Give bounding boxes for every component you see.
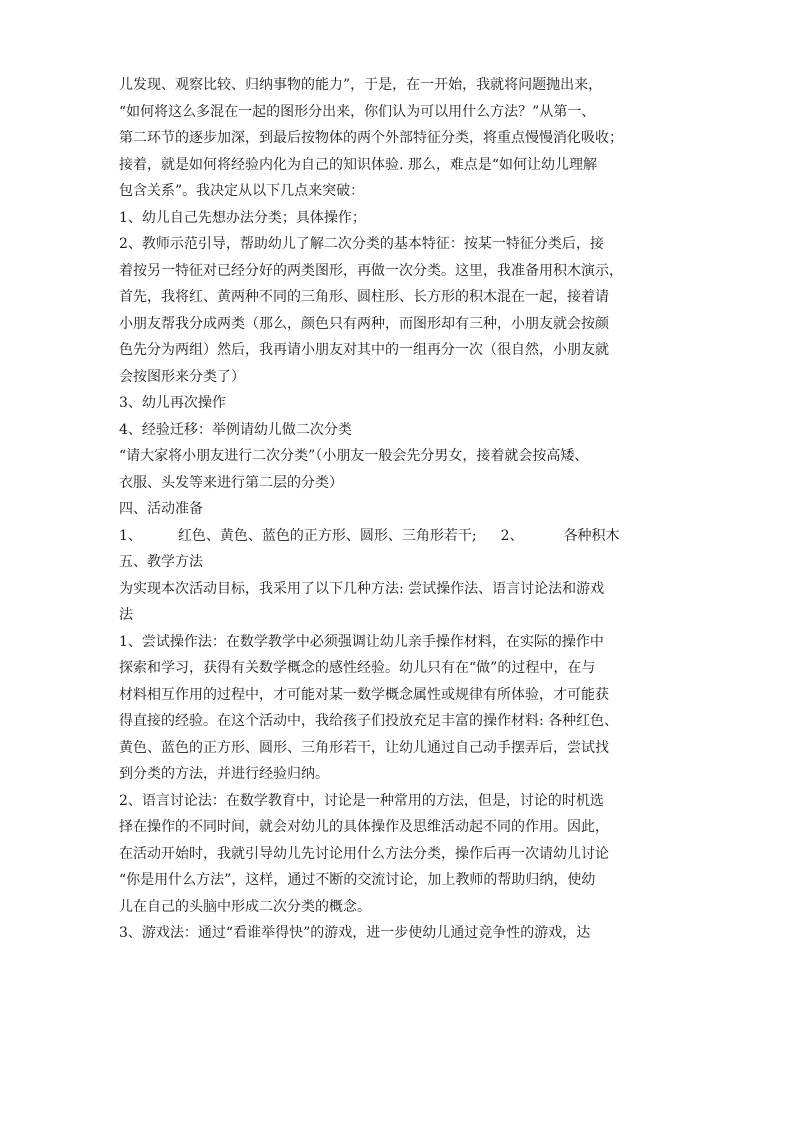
prep-item-2-number: 2、 — [500, 527, 524, 544]
text-line: 在活动开始时，我就引导幼儿先讨论用什么方法分类，操作后再一次请幼儿讨论 — [119, 845, 609, 862]
text-line: 材料相互作用的过程中，才可能对某一数学概念属性或规律有所体验，才可能获 — [119, 686, 609, 703]
section-heading: 四、活动准备 — [119, 501, 203, 517]
text-line: “请大家将小朋友进行二次分类”（小朋友一般会先分男女，接着就会按高矮、 — [119, 448, 589, 464]
text-line: 择在操作的不同时间，就会对幼儿的具体操作及思维活动起不同的作用。因此， — [119, 819, 609, 835]
text-line: 会按图形来分类了） — [119, 368, 245, 385]
section-heading: 五、教学方法 — [119, 554, 203, 570]
document-body — [119, 72, 679, 947]
list-item: 4、经验迁移：举例请幼儿做二次分类 — [119, 421, 352, 438]
text-line: 包含关系”。我决定从以下几点来突破： — [119, 183, 365, 199]
text-line: 探索和学习，获得有关数学概念的感性经验。幼儿只有在“做”的过程中，在与 — [119, 660, 596, 676]
list-item: 1、幼儿自己先想办法分类；具体操作； — [119, 209, 366, 226]
text-line: “你是用什么方法”，这样，通过不断的交流讨论，加上教师的帮助归纳，使幼 — [119, 872, 596, 888]
text-line: 儿在自己的头脑中形成二次分类的概念。 — [119, 898, 371, 915]
text-line: 着按另一特征对已经分好的两类图形，再做一次分类。这里，我准备用积木演示， — [119, 262, 623, 279]
text-line: 色先分为两组）然后，我再请小朋友对其中的一组再分一次（很自然，小朋友就 — [119, 342, 609, 358]
text-line: 得直接的经验。在这个活动中，我给孩子们投放充足丰富的操作材料: 各种红色、 — [119, 713, 619, 729]
prep-item-1-number: 1、 — [119, 527, 142, 544]
text-line: 为实现本次活动目标，我采用了以下几种方法: 尝试操作法、语言讨论法和游戏 — [119, 580, 605, 597]
text-line: 第二环节的逐步加深，到最后按物体的两个外部特征分类，将重点慢慢消化吸收； — [119, 130, 623, 146]
list-item: 3、游戏法：通过“看谁举得快”的游戏，进一步使幼儿通过竞争性的游戏，达 — [119, 925, 591, 941]
text-line: 黄色、蓝色的正方形、圆形、三角形若干，让幼儿通过自己动手摆弄后，尝试找 — [119, 739, 609, 756]
list-item: 1、尝试操作法：在数学教学中必须强调让幼儿亲手操作材料，在实际的操作中 — [119, 633, 604, 650]
text-line: 到分类的方法，并进行经验归纳。 — [119, 766, 329, 782]
text-line: 小朋友帮我分成两类（那么，颜色只有两种，而图形却有三种，小朋友就会按颜 — [119, 315, 609, 332]
text-line: 儿发现、观察比较、归纳事物的能力”，于是，在一开始，我就将问题抛出来， — [119, 77, 603, 93]
text-line: 接着，就是如何将经验内化为自己的知识体验. 那么，难点是“如何让幼儿理解 — [119, 156, 598, 173]
list-item: 3、幼儿再次操作 — [119, 395, 226, 411]
list-item: 2、教师示范引导，帮助幼儿了解二次分类的基本特征：按某一特征分类后，接 — [119, 236, 604, 252]
list-item: 2、语言讨论法：在数学教育中，讨论是一种常用的方法，但是，讨论的时机选 — [119, 792, 604, 809]
text-line: 衣服、头发等来进行第二层的分类） — [119, 474, 343, 491]
prep-item-1-text: 红色、黄色、蓝色的正方形、圆形、三角形若干; — [177, 527, 477, 544]
text-line: 法 — [119, 607, 133, 623]
text-line: “如何将这么多混在一起的图形分出来，你们认为可以用什么方法？”从第一、 — [119, 103, 596, 120]
prep-line — [119, 523, 679, 550]
prep-item-2-text: 各种积木 — [563, 527, 620, 544]
text-line: 首先，我将红、黄两种不同的三角形、圆柱形、长方形的积木混在一起，接着请 — [119, 289, 609, 305]
